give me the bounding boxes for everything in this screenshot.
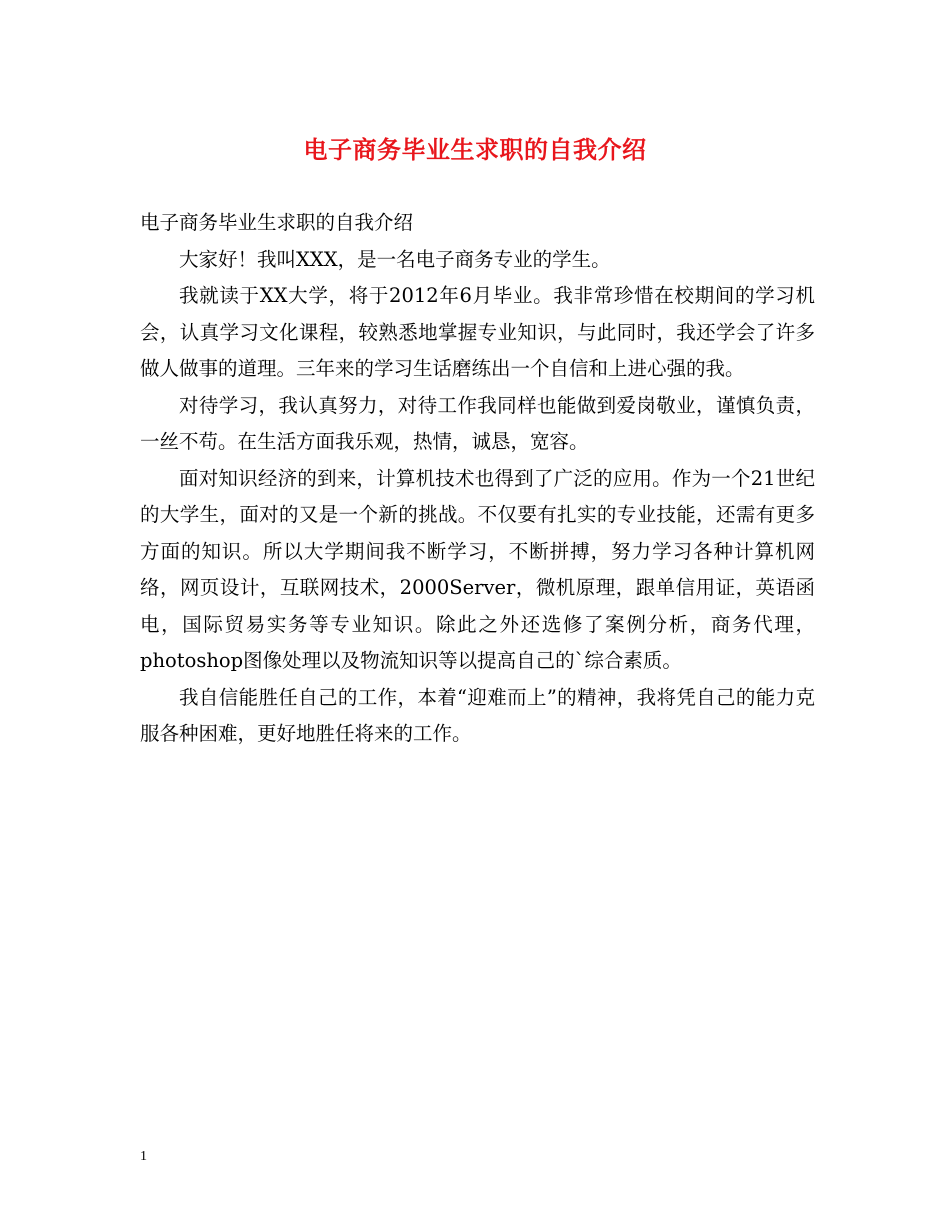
paragraph-attitude: 对待学习，我认真努力，对待工作我同样也能做到爱岗敬业，谨慎负责，一丝不苟。在生活方面我乐观，热情，诚恳，宽容。 [140,393,815,453]
paragraph-skills: 面对知识经济的到来，计算机技术也得到了广泛的应用。作为一个21世纪的大学生，面对的又是一个新的挑战。不仅要有扎实的专业技能，还需有更多方面的知识。所以大学期间我不断学习，不断拼搏，努力学习各种计算机网络，网页设计，互联网技术，2000Server，微机原理，跟单信用证，英语函电，国际贸易实务等专业知识。除此之外还选修了案例分析，商务代理，photoshop图像处理以及物流知识等以提高自己的`综合素质。 [140,466,815,672]
document-subtitle: 电子商务毕业生求职的自我介绍 [140,211,414,234]
document-title: 电子商务毕业生求职的自我介绍 [303,136,647,164]
paragraph-greeting: 大家好！我叫XXX，是一名电子商务专业的学生。 [179,247,611,271]
page-number: 1 [140,1149,147,1164]
paragraph-education: 我就读于XX大学，将于2012年6月毕业。我非常珍惜在校期间的学习机会，认真学习文化课程，较熟悉地掌握专业知识，与此同时，我还学会了许多做人做事的道理。三年来的学习生话磨练出一个自信和上进心强的我。 [140,284,815,380]
document-body [140,205,815,753]
paragraph-closing: 我自信能胜任自己的工作，本着“迎难而上”的精神，我将凭自己的能力克服各种困难，更好地胜任将来的工作。 [140,685,815,745]
